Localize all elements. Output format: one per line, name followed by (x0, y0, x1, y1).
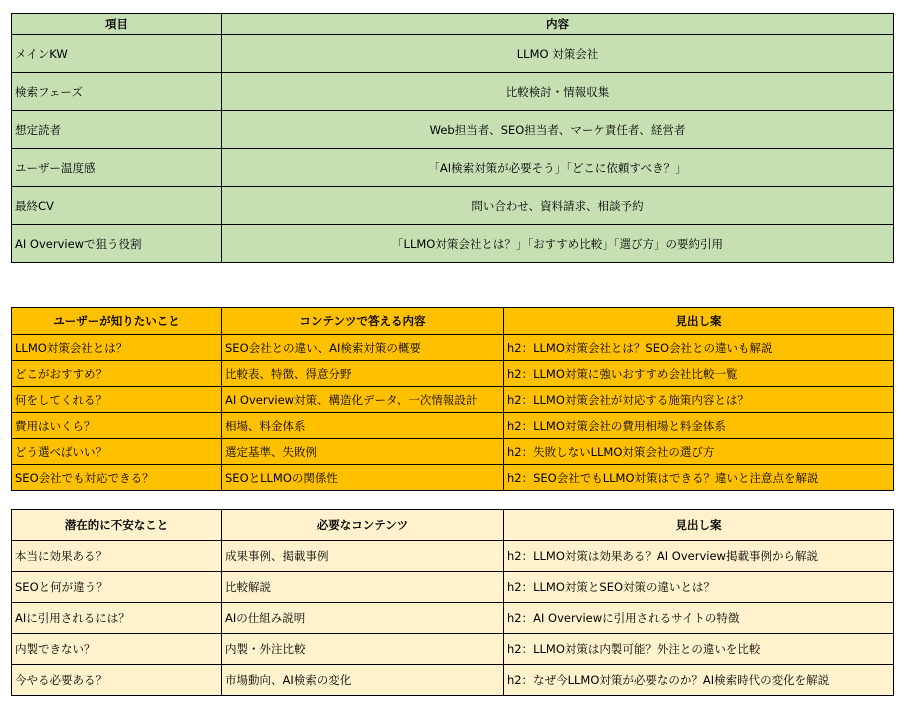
table-row (12, 413, 894, 439)
heading-cell: h2：なぜ今LLMO対策が必要なのか？AI検索時代の変化を解説 (504, 665, 894, 696)
content-cell: 「AI検索対策が必要そう」「どこに依頼すべき？」 (222, 149, 894, 187)
table-header-row (12, 308, 894, 335)
content-cell: 比較検討・情報収集 (222, 73, 894, 111)
heading-cell: h2：LLMO対策は効果ある？AI Overview掲載事例から解説 (504, 541, 894, 572)
table-row (12, 73, 894, 111)
content-cell: 問い合わせ、資料請求、相談予約 (222, 187, 894, 225)
table-row (12, 149, 894, 187)
heading-cell: h2：LLMO対策は内製可能？外注との違いを比較 (504, 634, 894, 665)
table-row (12, 225, 894, 263)
heading-cell: h2：LLMO対策会社が対応する施策内容とは？ (504, 387, 894, 413)
column-header: ユーザーが知りたいこと (12, 308, 222, 335)
column-header: 必要なコンテンツ (222, 510, 504, 541)
question-cell: LLMO対策会社とは？ (12, 335, 222, 361)
heading-cell: h2：AI Overviewに引用されるサイトの特徴 (504, 603, 894, 634)
heading-cell: h2：LLMO対策とSEO対策の違いとは？ (504, 572, 894, 603)
question-cell: 費用はいくら？ (12, 413, 222, 439)
table-header-row (12, 510, 894, 541)
content-cell: 「LLMO対策会社とは？」「おすすめ比較」「選び方」の要約引用 (222, 225, 894, 263)
table-row (12, 387, 894, 413)
item-cell: 想定読者 (12, 111, 222, 149)
table-row (12, 541, 894, 572)
table-row (12, 572, 894, 603)
item-cell: メインKW (12, 35, 222, 73)
column-header: 項目 (12, 14, 222, 35)
answer-cell: 相場、料金体系 (222, 413, 504, 439)
table-row (12, 439, 894, 465)
table-row (12, 335, 894, 361)
table-row (12, 634, 894, 665)
table-row (12, 361, 894, 387)
question-cell: どこがおすすめ？ (12, 361, 222, 387)
answer-cell: 選定基準、失敗例 (222, 439, 504, 465)
content-cell: 市場動向、AI検索の変化 (222, 665, 504, 696)
question-cell: 何をしてくれる？ (12, 387, 222, 413)
heading-cell: h2：SEO会社でもLLMO対策はできる？違いと注意点を解説 (504, 465, 894, 491)
content-cell: 比較解説 (222, 572, 504, 603)
content-cell: 成果事例、掲載事例 (222, 541, 504, 572)
column-header: 内容 (222, 14, 894, 35)
heading-cell: h2：失敗しないLLMO対策会社の選び方 (504, 439, 894, 465)
heading-cell: h2：LLMO対策会社とは？SEO会社との違いも解説 (504, 335, 894, 361)
item-cell: ユーザー温度感 (12, 149, 222, 187)
table-row (12, 603, 894, 634)
table-row (12, 35, 894, 73)
concern-cell: AIに引用されるには？ (12, 603, 222, 634)
table-row (12, 111, 894, 149)
concern-cell: SEOと何が違う？ (12, 572, 222, 603)
column-header: 見出し案 (504, 510, 894, 541)
column-header: 潜在的に不安なこと (12, 510, 222, 541)
table-header-row (12, 14, 894, 35)
item-cell: 最終CV (12, 187, 222, 225)
column-header: コンテンツで答える内容 (222, 308, 504, 335)
content-cell: Web担当者、SEO担当者、マーケ責任者、経営者 (222, 111, 894, 149)
item-cell: 検索フェーズ (12, 73, 222, 111)
concern-cell: 今やる必要ある？ (12, 665, 222, 696)
column-header: 見出し案 (504, 308, 894, 335)
user-needs-table (11, 307, 894, 491)
answer-cell: SEOとLLMOの関係性 (222, 465, 504, 491)
content-cell: 内製・外注比較 (222, 634, 504, 665)
overview-table (11, 13, 894, 263)
concern-cell: 内製できない？ (12, 634, 222, 665)
heading-cell: h2：LLMO対策会社の費用相場と料金体系 (504, 413, 894, 439)
concern-cell: 本当に効果ある？ (12, 541, 222, 572)
answer-cell: 比較表、特徴、得意分野 (222, 361, 504, 387)
content-cell: LLMO 対策会社 (222, 35, 894, 73)
heading-cell: h2：LLMO対策に強いおすすめ会社比較一覧 (504, 361, 894, 387)
latent-concerns-table (11, 509, 894, 696)
table-row (12, 465, 894, 491)
content-cell: AIの仕組み説明 (222, 603, 504, 634)
question-cell: どう選べばいい？ (12, 439, 222, 465)
question-cell: SEO会社でも対応できる？ (12, 465, 222, 491)
answer-cell: SEO会社との違い、AI検索対策の概要 (222, 335, 504, 361)
item-cell: AI Overviewで狙う役割 (12, 225, 222, 263)
answer-cell: AI Overview対策、構造化データ、一次情報設計 (222, 387, 504, 413)
table-row (12, 665, 894, 696)
table-row (12, 187, 894, 225)
